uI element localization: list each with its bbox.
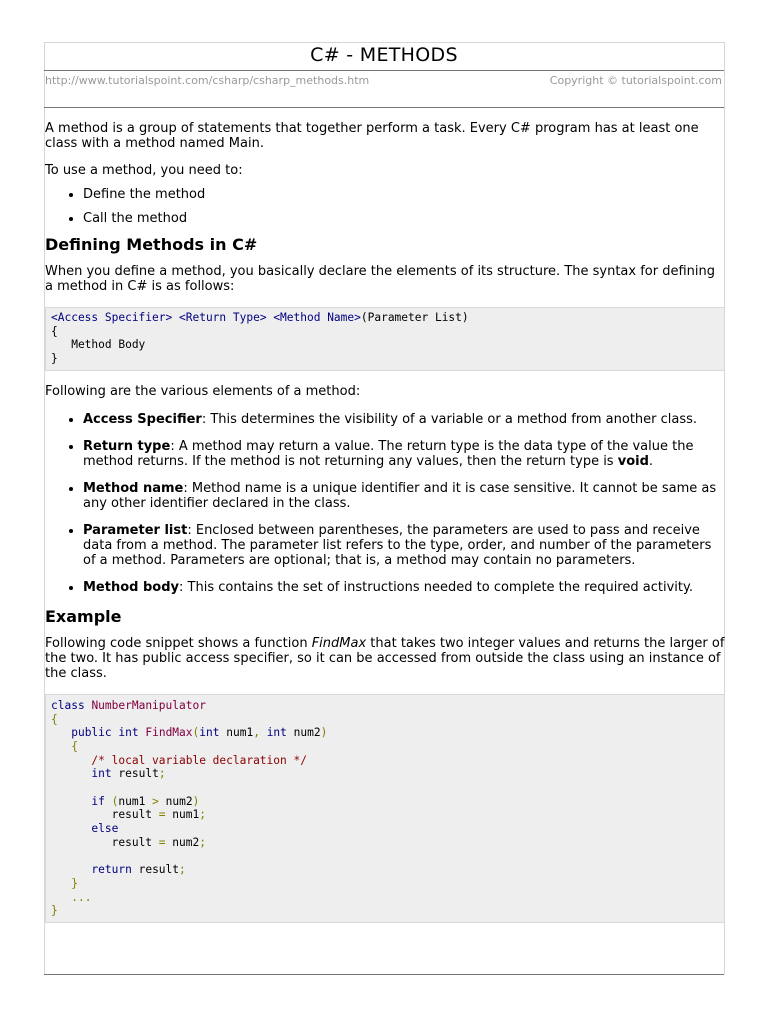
section-heading-defining: Defining Methods in C#: [45, 235, 258, 254]
code-token: int: [91, 767, 112, 781]
definition: : A method may return a value. The return type is the data type of the value the method returns. If the method is not returning any values, then the return type is: [83, 438, 694, 469]
code-token: {: [51, 324, 58, 338]
term: Return type: [83, 438, 171, 454]
intro-lead: To use a method, you need to:: [45, 163, 243, 178]
code-token: ...: [71, 890, 92, 904]
term: Method name: [83, 480, 184, 496]
code-token: (Parameter List): [360, 311, 469, 324]
term: Parameter list: [83, 522, 188, 538]
code-token: result: [118, 767, 159, 781]
keyword-void: void: [617, 453, 649, 469]
text-span: Following code snippet shows a function: [45, 635, 312, 651]
code-token: result: [138, 863, 180, 877]
code-token: NumberManipulator: [91, 698, 206, 712]
syntax-code-block: [45, 307, 725, 371]
title-divider: [44, 70, 724, 71]
code-token: <Return Type>: [179, 311, 267, 324]
definition: : Enclosed between parentheses, the parameters are used to pass and receive data from a method. The parameter list refers to the type, order, and number of the parameters of a method. Parameters are optional; that is, a method may contain no parameters.: [83, 522, 712, 568]
code-token: int: [266, 726, 287, 740]
intro-paragraph: A method is a group of statements that together perform a task. Every C# program has at least one class with a method named Main.: [45, 121, 699, 151]
usage-list: [45, 187, 725, 226]
code-token: num1: [226, 726, 254, 740]
term: Method body: [83, 579, 180, 595]
definition-tail: .: [648, 453, 654, 469]
code-token: FindMax: [145, 726, 193, 740]
text-span: that takes two integer values and returns the larger of the two. It has public access specifier, so it can be accessed from outside the class using an instance of the class.: [45, 635, 725, 681]
defining-paragraph: When you define a method, you basically declare the elements of its structure. The syntax for defining a method in C# is as follows:: [45, 264, 716, 294]
source-url[interactable]: http://www.tutorialspoint.com/csharp/csharp_methods.htm: [45, 74, 370, 87]
list-item: [83, 439, 725, 469]
function-name: FindMax: [311, 635, 367, 651]
elements-lead: Following are the various elements of a method:: [45, 383, 361, 399]
article-body: [45, 121, 725, 923]
list-item: [83, 481, 725, 511]
copyright-notice: Copyright © tutorialspoint.com: [549, 74, 722, 87]
code-token: public: [71, 726, 112, 740]
code-token: else: [91, 822, 119, 836]
example-code-block: class NumberManipulator { public int FindMax(int num1, int num2) { /* local variable declaration */ int result; if (num1 > num2) result = num1; else result = num2; return result; } ... }: [45, 694, 725, 923]
code-token: }: [51, 352, 58, 366]
section-heading-example: Example: [45, 606, 122, 626]
code-token: result: [111, 808, 153, 822]
code-comment: /* local variable declaration */: [91, 753, 307, 767]
code-token: if: [91, 794, 105, 808]
code-token: class: [51, 698, 85, 712]
code-token: int: [199, 726, 220, 740]
code-token: <Access Specifier>: [51, 311, 173, 324]
footer-divider: [44, 974, 724, 975]
term: Access Specifier: [83, 411, 202, 427]
page-title: C# - METHODS: [310, 44, 458, 66]
list-item: • Define the method: [83, 187, 725, 202]
definition: : Method name is a unique identifier and it is case sensitive. It cannot be same as any other identifier declared in the class.: [83, 480, 717, 511]
code-token: Method Body: [51, 338, 146, 352]
code-token: num2: [165, 794, 193, 808]
header-divider: [44, 107, 724, 108]
list-item: [83, 412, 725, 427]
list-item: [83, 580, 725, 595]
code-token: num2: [293, 726, 321, 740]
code-token: int: [118, 726, 139, 740]
code-token: num2: [172, 835, 200, 849]
example-paragraph: [45, 636, 725, 681]
list-item: • Call the method: [83, 211, 725, 226]
code-token: result: [111, 835, 153, 849]
definition: : This contains the set of instructions needed to complete the required activity.: [179, 579, 693, 595]
method-elements-list: [45, 412, 725, 595]
code-token: num1: [172, 808, 200, 822]
code-token: <Method Name>: [273, 311, 361, 324]
code-token: num1: [118, 794, 146, 808]
code-token: return: [91, 863, 132, 877]
definition: : This determines the visibility of a variable or a method from another class.: [201, 411, 698, 427]
list-item: [83, 523, 725, 568]
